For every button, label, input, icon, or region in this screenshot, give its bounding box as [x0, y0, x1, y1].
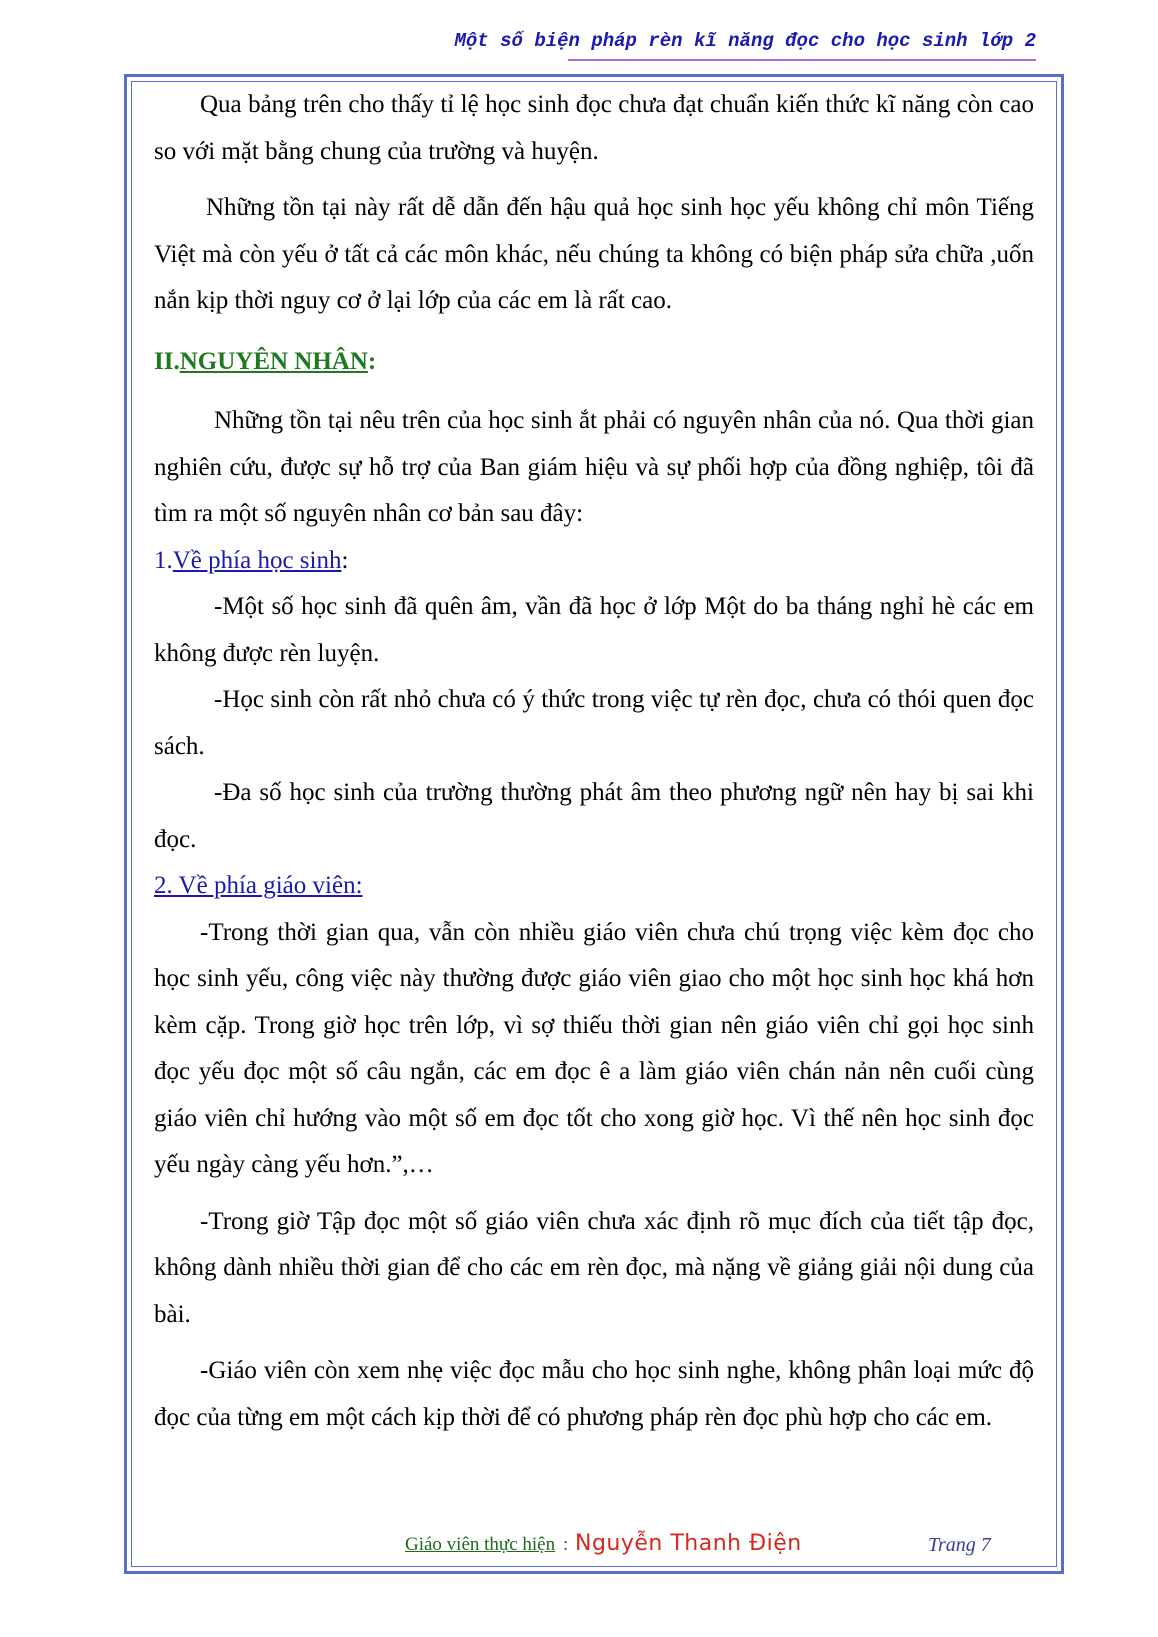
footer-author-label: Giáo viên thực hiện — [405, 1534, 556, 1555]
header-underline — [568, 59, 1036, 61]
student-item: -Một số học sinh đã quên âm, vần đã học ở lớp Một do ba tháng nghỉ hè các em không được rèn luyện. — [154, 593, 1034, 667]
section-heading — [154, 339, 1034, 386]
footer-author-name: Nguyễn Thanh Điện — [575, 1531, 802, 1556]
running-header: Một số biện pháp rèn kĩ năng đọc cho học sinh lớp 2 — [454, 30, 1036, 52]
section-number: II. — [154, 347, 180, 375]
section-colon: : — [367, 347, 377, 375]
section-title: NGUYÊN NHÂN — [179, 347, 368, 375]
subheading-students-title: Về phía học sinh — [172, 546, 342, 574]
paragraph-consequences: Những tồn tại này rất dễ dẫn đến hậu quả học sinh học yếu không chỉ môn Tiếng Việt mà còn yếu ở tất cả các môn khác, nếu chúng ta không có biện pháp sửa chữa ,uốn nắn kịp thời nguy cơ ở lại lớp của các em là rất cao. — [154, 194, 1034, 314]
subheading-teachers-title: 2. Về phía giáo viên: — [154, 872, 363, 899]
subheading-students-number: 1. — [154, 546, 173, 574]
footer-author-colon: : — [563, 1534, 569, 1555]
paragraph-summary: Qua bảng trên cho thấy tỉ lệ học sinh đọc chưa đạt chuẩn kiến thức kĩ năng còn cao so với mặt bằng chung của trường và huyện. — [154, 91, 1034, 165]
page-content — [154, 82, 1034, 1441]
student-item: -Học sinh còn rất nhỏ chưa có ý thức trong việc tự rèn đọc, chưa có thói quen đọc sách. — [154, 686, 1034, 760]
student-item: -Đa số học sinh của trường thường phát âm theo phương ngữ nên hay bị sai khi đọc. — [154, 779, 1034, 853]
subheading-students-colon: : — [341, 546, 349, 574]
subheading-students — [154, 538, 1034, 585]
subheading-teachers — [154, 863, 1034, 910]
teacher-item: -Trong thời gian qua, vẫn còn nhiều giáo viên chưa chú trọng việc kèm đọc cho học sinh yếu, công việc này thường được giáo viên giao cho một học sinh học khá hơn kèm cặp. Trong giờ học trên lớp, vì sợ thiếu thời gian nên giáo viên chỉ gọi học sinh đọc yếu đọc một số câu ngắn, các em đọc ê a làm giáo viên chán nản nên cuối cùng giáo viên chỉ hướng vào một số em đọc tốt cho xong giờ học. Vì thế nên học sinh đọc yếu ngày càng yếu hơn.”,… — [154, 918, 1034, 1178]
page-number: Trang 7 — [928, 1534, 991, 1556]
paragraph-intro: Những tồn tại nêu trên của học sinh ắt phải có nguyên nhân của nó. Qua thời gian nghiên cứu, được sự hỗ trợ của Ban giám hiệu và sự phối hợp của đồng nghiệp, tôi đã tìm ra một số nguyên nhân cơ bản sau đây: — [154, 407, 1034, 527]
teacher-item: -Giáo viên còn xem nhẹ việc đọc mẫu cho học sinh nghe, không phân loại mức độ đọc của từng em một cách kịp thời để có phương pháp rèn đọc phù hợp cho các em. — [154, 1357, 1034, 1431]
teacher-item: -Trong giờ Tập đọc một số giáo viên chưa xác định rõ mục đích của tiết tập đọc, không dành nhiều thời gian để cho các em rèn đọc, mà nặng về giảng giải nội dung của bài. — [154, 1207, 1034, 1328]
